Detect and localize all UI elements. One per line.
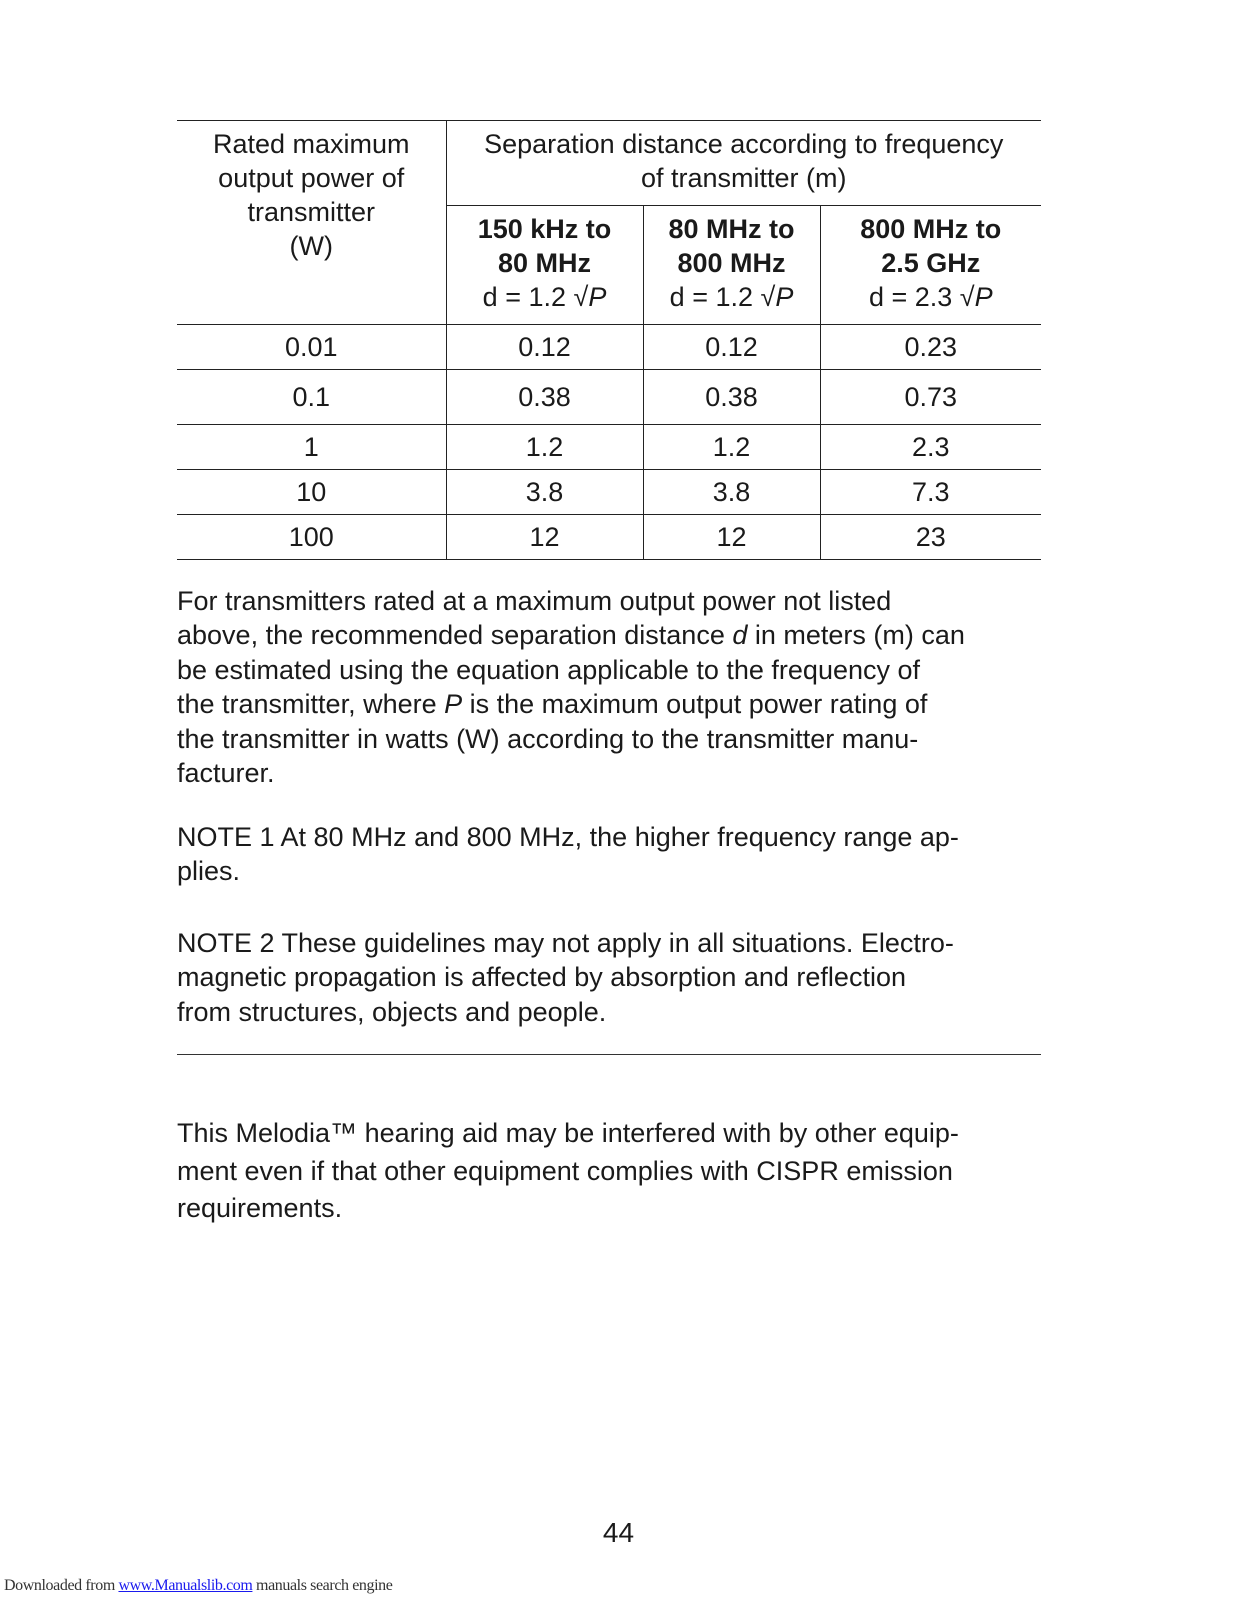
text-line: For transmitters rated at a maximum output power not listed bbox=[177, 586, 892, 616]
distance-cell: 12 bbox=[643, 515, 820, 560]
rated-power-header-line: transmitter bbox=[247, 197, 376, 227]
band-range-line: 150 kHz to bbox=[477, 214, 612, 244]
text-line: This Melodia™ hearing aid may be interfered with by other equip- bbox=[177, 1118, 959, 1148]
text-line: the transmitter in watts (W) according to the transmitter manu- bbox=[177, 723, 919, 754]
manualslib-link[interactable]: www.Manualslib.com bbox=[118, 1577, 253, 1594]
formula-prefix: d = 1.2 √ bbox=[669, 282, 776, 312]
table-row bbox=[177, 470, 1041, 515]
text-line: is the maximum output power rating of bbox=[462, 689, 928, 720]
section-divider bbox=[177, 1054, 1041, 1055]
table-row bbox=[177, 425, 1041, 470]
band-range-line: 800 MHz bbox=[677, 248, 786, 278]
text-line: facturer. bbox=[177, 758, 275, 789]
distance-cell: 1.2 bbox=[446, 425, 643, 470]
note-2 bbox=[177, 926, 1057, 1029]
italic-variable: P bbox=[444, 689, 463, 720]
formula-variable: P bbox=[775, 282, 794, 312]
power-cell: 100 bbox=[177, 515, 446, 560]
page-number: 44 bbox=[602, 1517, 635, 1548]
text-line: magnetic propagation is affected by absorption and reflection bbox=[177, 962, 906, 993]
text-line: NOTE 1 At 80 MHz and 800 MHz, the higher frequency range ap- bbox=[177, 822, 959, 852]
band-formula bbox=[821, 280, 1042, 314]
band-range-line: 2.5 GHz bbox=[881, 248, 981, 278]
footer-prefix: Downloaded from bbox=[4, 1577, 119, 1594]
text-line: be estimated using the equation applicable to the frequency of bbox=[177, 654, 921, 685]
footer-suffix: manuals search engine bbox=[252, 1577, 393, 1594]
note-1 bbox=[177, 820, 1057, 889]
distance-cell: 3.8 bbox=[446, 470, 643, 515]
table-row bbox=[177, 515, 1041, 560]
text-line: requirements. bbox=[177, 1193, 343, 1223]
text-line: above, the recommended separation distance bbox=[177, 620, 733, 651]
rated-power-header bbox=[177, 121, 446, 325]
formula-prefix: d = 1.2 √ bbox=[482, 282, 589, 312]
table-header-row bbox=[177, 121, 1041, 206]
rated-power-header-line: (W) bbox=[289, 231, 333, 261]
text-line: the transmitter, where bbox=[177, 689, 445, 720]
distance-cell: 0.12 bbox=[446, 325, 643, 370]
distance-cell: 0.38 bbox=[643, 370, 820, 425]
band-range-line: 80 MHz to bbox=[668, 214, 795, 244]
band-header-150khz-80mhz bbox=[446, 206, 643, 325]
table-row bbox=[177, 325, 1041, 370]
distance-cell: 3.8 bbox=[643, 470, 820, 515]
band-range-line: 800 MHz to bbox=[860, 214, 1002, 244]
distance-cell: 0.38 bbox=[446, 370, 643, 425]
separation-header-line: Separation distance according to frequency bbox=[484, 129, 1004, 159]
formula-variable: P bbox=[588, 282, 607, 312]
band-formula bbox=[447, 280, 643, 314]
band-header-80mhz-800mhz bbox=[643, 206, 820, 325]
power-cell: 1 bbox=[177, 425, 446, 470]
download-footer bbox=[4, 1576, 392, 1596]
table-row bbox=[177, 370, 1041, 425]
band-header-800mhz-2-5ghz bbox=[820, 206, 1041, 325]
text-line: plies. bbox=[177, 856, 241, 887]
power-cell: 10 bbox=[177, 470, 446, 515]
rated-power-header-line: output power of bbox=[218, 163, 405, 193]
italic-variable: d bbox=[732, 620, 748, 651]
unlisted-power-explanation bbox=[177, 584, 1057, 790]
power-cell: 0.01 bbox=[177, 325, 446, 370]
interference-statement bbox=[177, 1115, 1057, 1228]
band-range-line: 80 MHz bbox=[497, 248, 592, 278]
distance-cell: 0.12 bbox=[643, 325, 820, 370]
power-cell: 0.1 bbox=[177, 370, 446, 425]
formula-prefix: d = 2.3 √ bbox=[868, 282, 975, 312]
distance-cell: 0.23 bbox=[820, 325, 1041, 370]
separation-distance-table bbox=[177, 120, 1041, 560]
rated-power-header-line: Rated maximum bbox=[212, 129, 410, 159]
text-line: in meters (m) can bbox=[747, 620, 965, 651]
formula-variable: P bbox=[974, 282, 993, 312]
text-line: from structures, objects and people. bbox=[177, 996, 607, 1027]
distance-cell: 1.2 bbox=[643, 425, 820, 470]
distance-cell: 7.3 bbox=[820, 470, 1041, 515]
distance-cell: 0.73 bbox=[820, 370, 1041, 425]
band-formula bbox=[644, 280, 820, 314]
text-line: ment even if that other equipment complies with CISPR emission bbox=[177, 1155, 953, 1186]
separation-header-line: of transmitter (m) bbox=[641, 163, 847, 193]
distance-cell: 12 bbox=[446, 515, 643, 560]
separation-distance-header bbox=[446, 121, 1041, 206]
distance-cell: 2.3 bbox=[820, 425, 1041, 470]
distance-cell: 23 bbox=[820, 515, 1041, 560]
text-line: NOTE 2 These guidelines may not apply in all situations. Electro- bbox=[177, 928, 954, 958]
